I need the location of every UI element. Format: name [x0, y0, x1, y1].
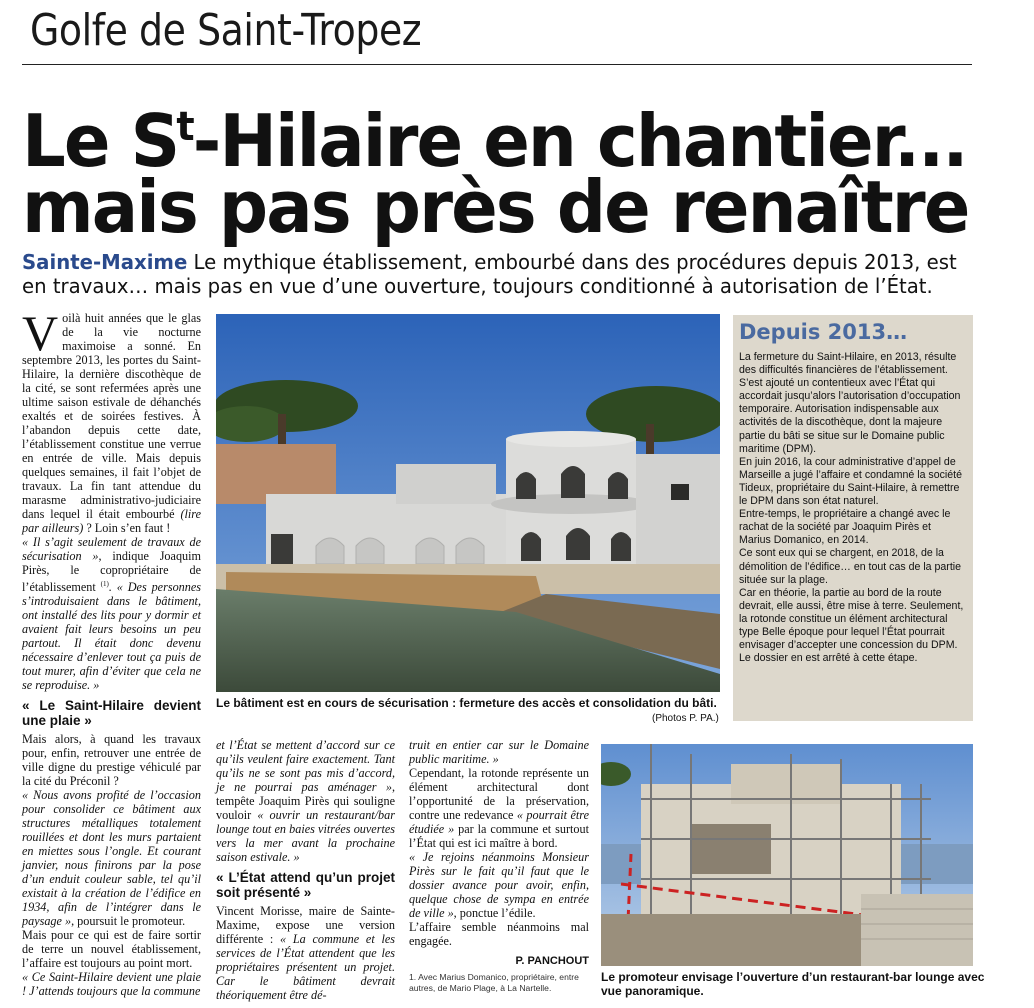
col1-text-2: , indique Joaquim Pirès, le copropriétaire de l’établissement	[22, 549, 201, 595]
photo-building-sea	[216, 314, 720, 692]
col1-text-1-end: ? Loin s’en faut !	[83, 521, 171, 535]
col1-para-3	[22, 732, 201, 788]
article-column-1a	[22, 305, 201, 999]
deck-place: Sainte-Maxime	[22, 250, 188, 274]
headline-line-2: mais pas près de renaître	[22, 165, 969, 249]
article-column-2	[216, 738, 395, 1002]
drop-cap: V	[22, 305, 59, 361]
col3-para-1	[409, 738, 589, 766]
col1-para-4	[22, 788, 201, 928]
headline-part-a: Le S	[22, 99, 179, 183]
col1-subhead: « Le Saint-Hilaire devient une plaie »	[22, 698, 201, 729]
col1-text-5: Mais pour ce qui est de faire sortir de terre un nouvel établissement, l’affaire est toujours au point mort.	[22, 928, 201, 971]
col1-para-1	[22, 305, 201, 535]
col2-quote-1: et l’État se mettent d’accord sur ce qu’ils veulent faire exactement. Tant qu’ils ne se sont pas mis d’accord, je ne pourrai pas aménager »	[216, 738, 395, 794]
sidebar-box-title: Depuis 2013…	[739, 320, 908, 344]
col2-subhead: « L’État attend qu’un projet soit présenté »	[216, 870, 395, 900]
sidebar-box	[733, 315, 973, 721]
col1-quote-1: « Il s’agit seulement de travaux de sécurisation »	[22, 535, 201, 563]
headline-part-b: -Hilaire en chantier...	[192, 99, 967, 183]
col3-para-2	[409, 766, 589, 850]
col3-quote-2: « pourrait être étudiée »	[409, 808, 589, 836]
article-column-3	[409, 738, 589, 948]
box-para-5: Car en théorie, la partie au bord de la route devrait, elle aussi, être mise à terre. Seulement, la rotonde constitue un élément architectural type Belle époque pour lequel l’État pourrait envisager d’accepter une concession du DPM. Le dossier en est arrêté à cette étape.	[739, 586, 964, 665]
col3-text-3: , ponctue l’édile.	[453, 906, 536, 920]
col1-para-2	[22, 535, 201, 692]
col2-text-2: Vincent Morisse, maire de Sainte-Maxime, expose une version différente :	[216, 904, 395, 946]
col1-text-1: oilà huit années que le glas de la vie nocturne maximoise a sonné. En septembre 2013, les portes du Saint-Hilaire, la dernière discothèque de la cité, se sont refermées après une ultime saison estivale de déhanchés exaltés et de soirées festives. À l’abandon depuis cette date, l’établissement constitue une verrue en entrée de ville. Mais depuis quelques semaines, il fait l’objet de travaux. La fin tant attendue du marasme administrativo-judiciaire dans lequel il était embourbé	[22, 311, 201, 521]
col1-text-3: Mais alors, à quand les travaux pour, enfin, retrouver une entrée de ville digne du prestige véhiculé par la cité du Préconil ?	[22, 732, 201, 789]
author-signature: P. PANCHOUT	[515, 955, 589, 967]
col1-quote-2: . « Des personnes s’introduisaient dans le bâtiment, ont installé des lits pour y dormir et avaient fait leurs besoins un peu partout. Il était donc devenu nécessaire d’enlever tout ça puis de tout murer, afin d’éviter que cela ne se reproduise. »	[22, 580, 201, 693]
col3-para-3	[409, 850, 589, 920]
col1-para-5	[22, 928, 201, 970]
sidebar-box-text	[739, 351, 965, 665]
photo-2-caption: Le promoteur envisage l’ouverture d’un restaurant-bar lounge avec vue panoramique.	[601, 970, 985, 998]
col2-quote-3: « La commune et les services de l’État attendent que les propriétaires présentent un projet. Car le bâtiment devrait théoriquement être dé-	[216, 932, 395, 1002]
box-para-3: Entre-temps, le propriétaire a changé avec le rachat de la société par Joaquim Pirès et Marius Domanico, en 2014.	[739, 508, 951, 547]
col3-text-1: Cependant, la rotonde représente un élément architectural dont l’opportunité de la préservation, contre une redevance	[409, 766, 589, 822]
col1-quote-3: « Nous avons profité de l’occasion pour consolider ce bâtiment aux structures métalliques totalement rouillées et dont les murs partaient en miettes sous l’ongle. Et courant janvier, nous finirons par la pose d’un enduit couleur sable, tel qu’il existait à la création de l’édifice en 1934, afin de l’intégrer dans le paysage »	[22, 788, 201, 929]
col1-italic-ref: (lire par ailleurs)	[22, 507, 201, 535]
deck	[22, 250, 963, 298]
col3-text-4: L’affaire semble néanmoins mal engagée.	[409, 920, 589, 948]
col2-para-1	[216, 738, 395, 864]
col3-text-2: par la commune et surtout l’État qui est ici maître à bord.	[409, 822, 589, 850]
col2-quote-2: « ouvrir un restaurant/bar lounge tout en baies vitrées ouvertes vers la mer avant la prochaine saison estivale. »	[216, 808, 395, 864]
photo-1-caption: Le bâtiment est en cours de sécurisation : fermeture des accès et consolidation du bâti.	[216, 696, 717, 710]
col1-text-4: , poursuit le promoteur.	[71, 914, 186, 929]
photo-credit: (Photos P. PA.)	[652, 713, 719, 724]
section-title: Golfe de Saint-Tropez	[30, 5, 422, 56]
photo-scaffolding-image	[601, 744, 973, 966]
box-para-2: En juin 2016, la cour administrative d’appel de Marseille a jugé l’affaire et condamné la société Tideux, propriétaire du Saint-Hilaire, à remettre le DPM dans son état naturel.	[739, 455, 962, 508]
box-para-1: La fermeture du Saint-Hilaire, en 2013, résulte des difficultés financières de l’établissement. S’est ajouté un contentieux avec l’État qui accordait jusqu’alors l’autorisation d’occupation temporaire. Autorisation indispensable aux activités de la discothèque, dont la majeure partie du bâti se situe sur le Domaine public maritime (DPM).	[739, 351, 961, 455]
col3-quote-1: truit en entier car sur le Domaine public maritime. »	[409, 738, 589, 766]
footnote: 1. Avec Marius Domanico, propriétaire, entre autres, de Mario Plage, à La Nartelle.	[409, 972, 579, 993]
footnote-mark: (1)	[100, 580, 109, 588]
photo-scaffolding	[601, 744, 973, 966]
photo-building-sea-image	[216, 314, 720, 692]
section-rule	[22, 64, 972, 65]
headline-superscript: t	[176, 104, 193, 150]
deck-text: Le mythique établissement, embourbé dans des procédures depuis 2013, est en travaux… mais pas en vue d’une ouverture, toujours conditionné à autorisation de l’État.	[22, 250, 957, 298]
col2-para-2	[216, 904, 395, 1002]
col1-quote-4: « Ce Saint-Hilaire devient une plaie ! J’attends toujours que la commune	[22, 970, 201, 999]
col2-text-1: , tempête Joaquim Pirès qui souligne vouloir	[216, 780, 395, 822]
col3-para-4	[409, 920, 589, 948]
col1-para-6	[22, 970, 201, 998]
box-para-4: Ce sont eux qui se chargent, en 2018, de la démolition de l’édifice… en tout cas de la partie située sur la plage.	[739, 547, 962, 586]
col3-quote-3: « Je rejoins néanmoins Monsieur Pirès sur le fait qu’il faut que le dossier avance pour avoir, enfin, quelque chose de sympa en entrée de ville »	[409, 850, 589, 920]
